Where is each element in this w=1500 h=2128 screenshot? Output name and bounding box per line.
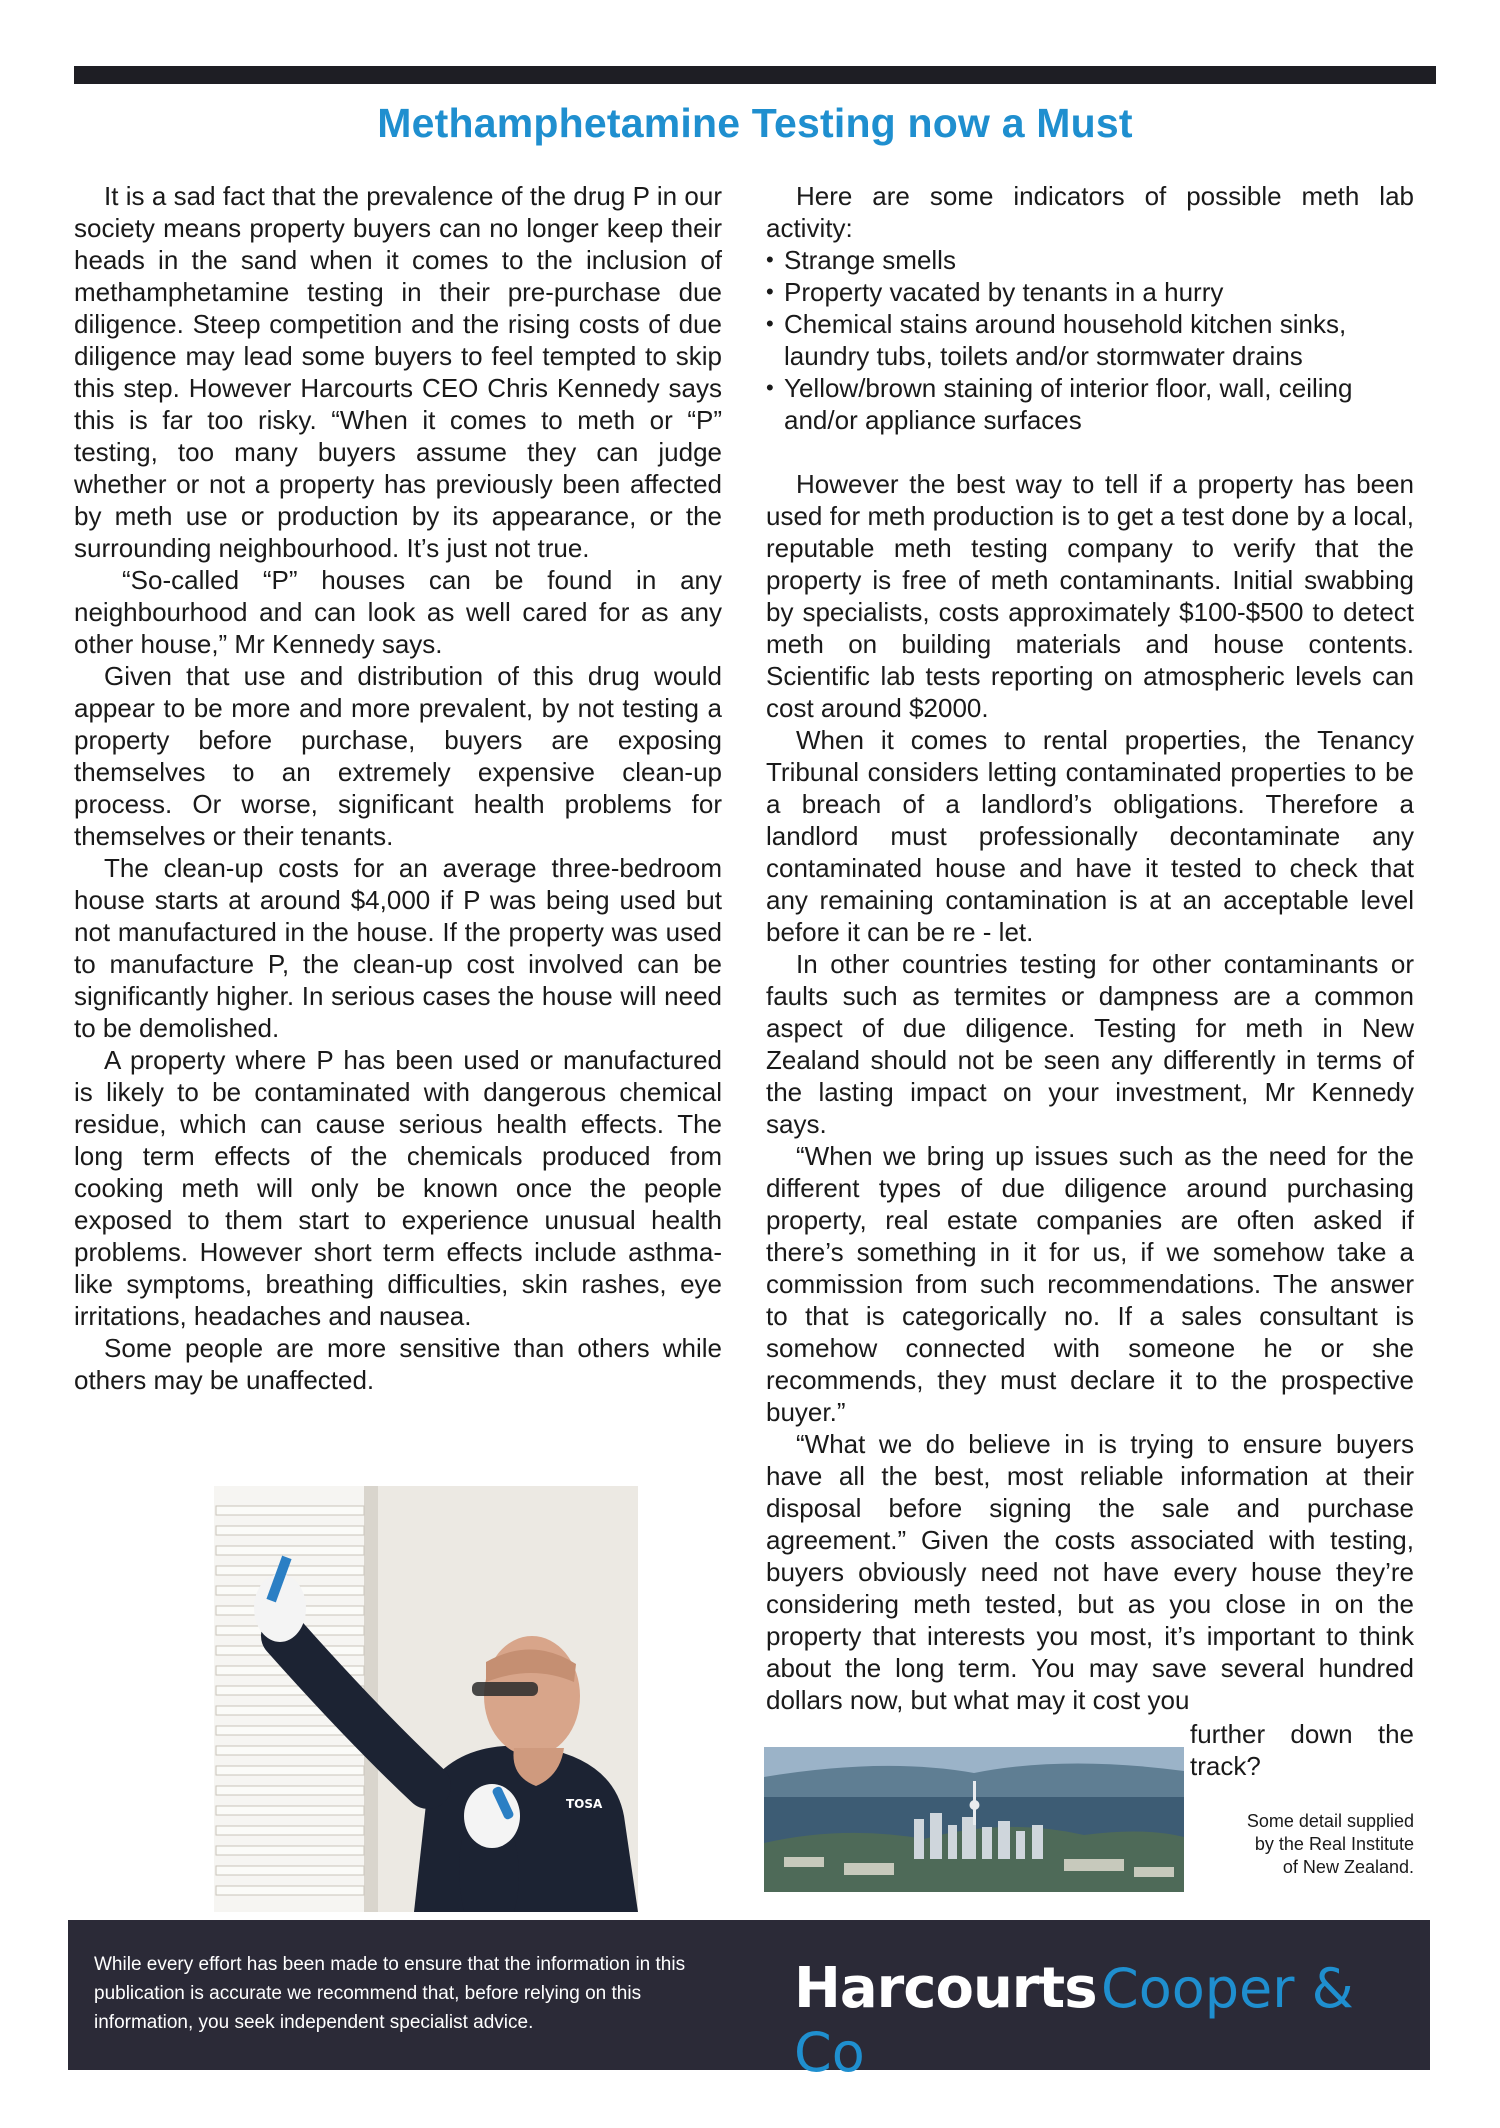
paragraph: However the best way to tell if a property has been used for meth production is to get a test done by a local, reputable meth testing company to verify that the property is free of meth contaminants. Initial swabbing by specialists, costs approximately $100-$500 to detect meth on building materials and house contents. Scientific lab tests reporting on atmospheric levels can cost around $2000.	[766, 469, 1414, 723]
disclaimer-text: While every effort has been made to ensure that the information in this publication is accurate we recommend that, before relying on this information, you seek independent specialist advice.	[94, 1954, 686, 2033]
paragraph: “When we bring up issues such as the need for the different types of due diligence around purchasing property, real estate companies are often asked if there’s something in it for us, if we somehow take a commission from such recommendations. The answer to that is categorically no. If a sales consultant is somehow connected with someone he or she recommends, they must declare it to the prospective buyer.”	[766, 1141, 1414, 1427]
meth-tester-illustration	[214, 1486, 638, 1912]
paragraph: Some people are more sensitive than others while others may be unaffected.	[74, 1333, 722, 1395]
paragraph: A property where P has been used or manufactured is likely to be contaminated with dangerous chemical residue, which can cause serious health effects. The long term effects of the chemicals produced from cooking meth will only be known once the people exposed to them start to experience unusual health problems. However short term effects include asthma-like symptoms, breathing difficulties, skin rashes, eye irritations, headaches and nausea.	[74, 1045, 722, 1331]
paragraph: Given that use and distribution of this drug would appear to be more and more prevalent, by not testing a property before purchase, buyers are exposing themselves to an extremely expensive clean-up process. Or worse, significant health problems for themselves or their tenants.	[74, 661, 722, 851]
credit-line: of New Zealand.	[1282, 1857, 1414, 1877]
shirt-logo-text: TOSA	[566, 1797, 603, 1811]
right-column	[766, 180, 1414, 1716]
paragraph: When it comes to rental properties, the Tenancy Tribunal considers letting contaminated properties to be a breach of a landlord’s obligations. Therefore a landlord must professionally decontaminate any contaminated house and have it tested to check that any remaining contamination is at an acceptable level before it can be re - let.	[766, 725, 1414, 947]
paragraph: The clean-up costs for an average three-bedroom house starts at around $4,000 if P was being used but not manufactured in the house. If the property was used to manufacture P, the clean-up cost involved can be significantly higher. In serious cases the house will need to be demolished.	[74, 853, 722, 1043]
meth-tester-photo	[214, 1486, 638, 1912]
auckland-skyline-illustration	[764, 1747, 1184, 1892]
paragraph: In other countries testing for other contaminants or faults such as termites or dampness are a common aspect of due diligence. Testing for meth in New Zealand should not be seen any differently in terms of the lasting impact on your investment, Mr Kennedy says.	[766, 949, 1414, 1139]
paragraph: It is a sad fact that the prevalence of the drug P in our society means property buyers can no longer keep their heads in the sand when it comes to the inclusion of methamphetamine testing in their pre-purchase due diligence. Steep competition and the rising costs of due diligence may lead some buyers to feel tempted to skip this step. However Harcourts CEO Chris Kennedy says this is far too risky. “When it comes to meth or “P” testing, too many buyers assume they can judge whether or not a property has previously been affected by meth use or production by its appearance, or the surrounding neighbourhood. It’s just not true.	[74, 181, 722, 563]
footer-banner	[68, 1920, 1430, 2084]
credit-line: Some detail supplied	[1246, 1811, 1414, 1831]
credit-note	[1190, 1810, 1414, 1879]
spacer	[766, 436, 1414, 468]
list-item: • Yellow/brown staining of interior floor, wall, ceiling and/or appliance surfaces	[766, 372, 1414, 436]
logo-main-text: Harcourts	[794, 1956, 1097, 2021]
list-item: • Property vacated by tenants in a hurry	[766, 276, 1414, 308]
list-item: • Strange smells	[766, 244, 1414, 276]
left-column	[74, 180, 722, 1396]
paragraph: “So-called “P” houses can be found in any neighbourhood and can look as well cared for as any other house,” Mr Kennedy says.	[74, 565, 722, 659]
indicator-list	[766, 244, 1414, 436]
paragraph: “What we do believe in is trying to ensure buyers have all the best, most reliable information at their disposal before signing the sale and purchase agreement.” Given the costs associated with testing, buyers obviously need not have every house they’re considering meth tested, but as you close in on the property that interests you most, it’s important to think about the long term. You may save several hundred dollars now, but what may it cost you	[766, 1429, 1414, 1715]
list-item: • Chemical stains around household kitchen sinks, laundry tubs, toilets and/or stormwater drains	[766, 308, 1414, 372]
indicators-intro: Here are some indicators of possible meth lab activity:	[766, 181, 1414, 243]
credit-line: by the Real Institute	[1254, 1834, 1414, 1854]
city-skyline-photo	[764, 1747, 1184, 1892]
logo-sub-text: Cooper & Co	[794, 1957, 1354, 2084]
headline: Methamphetamine Testing now a Must	[377, 100, 1133, 146]
harcourts-logo	[794, 1956, 1414, 2084]
closing-phrase: further down the track?	[1190, 1719, 1414, 1781]
top-rule	[74, 66, 1436, 84]
